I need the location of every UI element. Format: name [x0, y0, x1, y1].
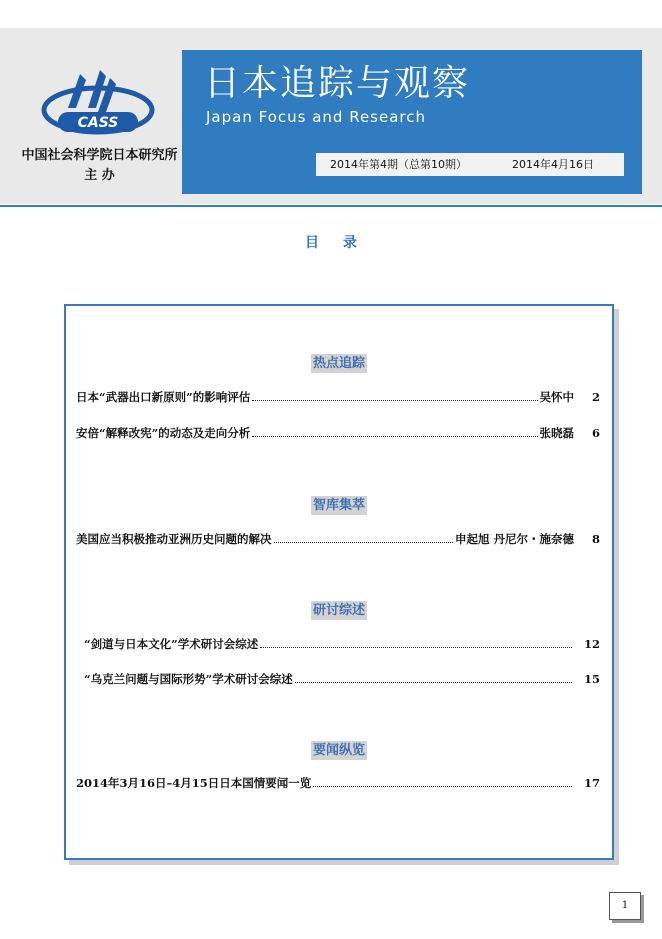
section-label: 要闻纵览: [312, 743, 365, 758]
section-label: 热点追踪: [312, 356, 365, 371]
header-divider: [0, 205, 662, 207]
leader-dots: [260, 647, 572, 648]
publisher-name: 中国社会科学院日本研究所: [21, 148, 178, 163]
section-label: 智库集萃: [312, 498, 365, 513]
toc-entry[interactable]: [76, 424, 600, 442]
toc-heading: 目录: [305, 235, 381, 251]
entry-author: 张晓磊: [539, 426, 574, 440]
entry-title: 日本“武器出口新原则”的影响评估: [76, 390, 251, 404]
leader-dots: [252, 400, 537, 401]
toc-box: [64, 304, 614, 860]
leader-dots: [274, 542, 453, 543]
entry-page: 6: [591, 426, 600, 440]
entry-title: 安倍“解释改宪”的动态及走向分析: [76, 426, 251, 440]
toc-entry[interactable]: [76, 774, 600, 792]
publisher-block: [12, 146, 187, 186]
entry-page: 12: [583, 637, 600, 651]
entry-page: 15: [583, 672, 600, 686]
issue-date: 2014年4月16日: [512, 158, 594, 171]
entry-title: “乌克兰问题与国际形势”学术研讨会综述: [84, 672, 293, 686]
entry-title: 2014年3月16日–4月15日日本国情要闻一览: [76, 776, 312, 790]
page-number: 1: [609, 892, 641, 920]
entry-page: 17: [583, 776, 600, 790]
issue-number: 2014年第4期（总第10期）: [330, 158, 467, 171]
logo-text: CASS: [77, 115, 119, 131]
leader-dots: [295, 682, 572, 683]
section-title: [66, 739, 612, 760]
entry-page: 2: [591, 390, 600, 404]
title-banner: [182, 50, 642, 194]
section-title: [66, 352, 612, 373]
section-title: [66, 494, 612, 515]
cass-logo: [40, 68, 156, 140]
section-title: [66, 599, 612, 620]
section-label: 研讨综述: [312, 603, 365, 618]
issue-bar: [316, 153, 624, 176]
entry-author: 吴怀中: [539, 390, 574, 404]
journal-title-en: Japan Focus and Research: [206, 108, 427, 126]
entry-title: “剑道与日本文化”学术研讨会综述: [84, 637, 259, 651]
toc-entry[interactable]: [76, 670, 600, 688]
entry-author: 申起旭 丹尼尔・施奈德: [454, 532, 574, 546]
publisher-role: 主 办: [84, 168, 115, 183]
leader-dots: [252, 436, 537, 437]
entry-title: 美国应当积极推动亚洲历史问题的解决: [76, 532, 272, 546]
toc-entry[interactable]: [76, 635, 600, 653]
journal-title-cn: 日本追踪与观察: [204, 63, 471, 104]
toc-entry[interactable]: [76, 388, 600, 406]
toc-entry[interactable]: [76, 530, 600, 548]
leader-dots: [313, 786, 572, 787]
entry-page: 8: [591, 532, 600, 546]
